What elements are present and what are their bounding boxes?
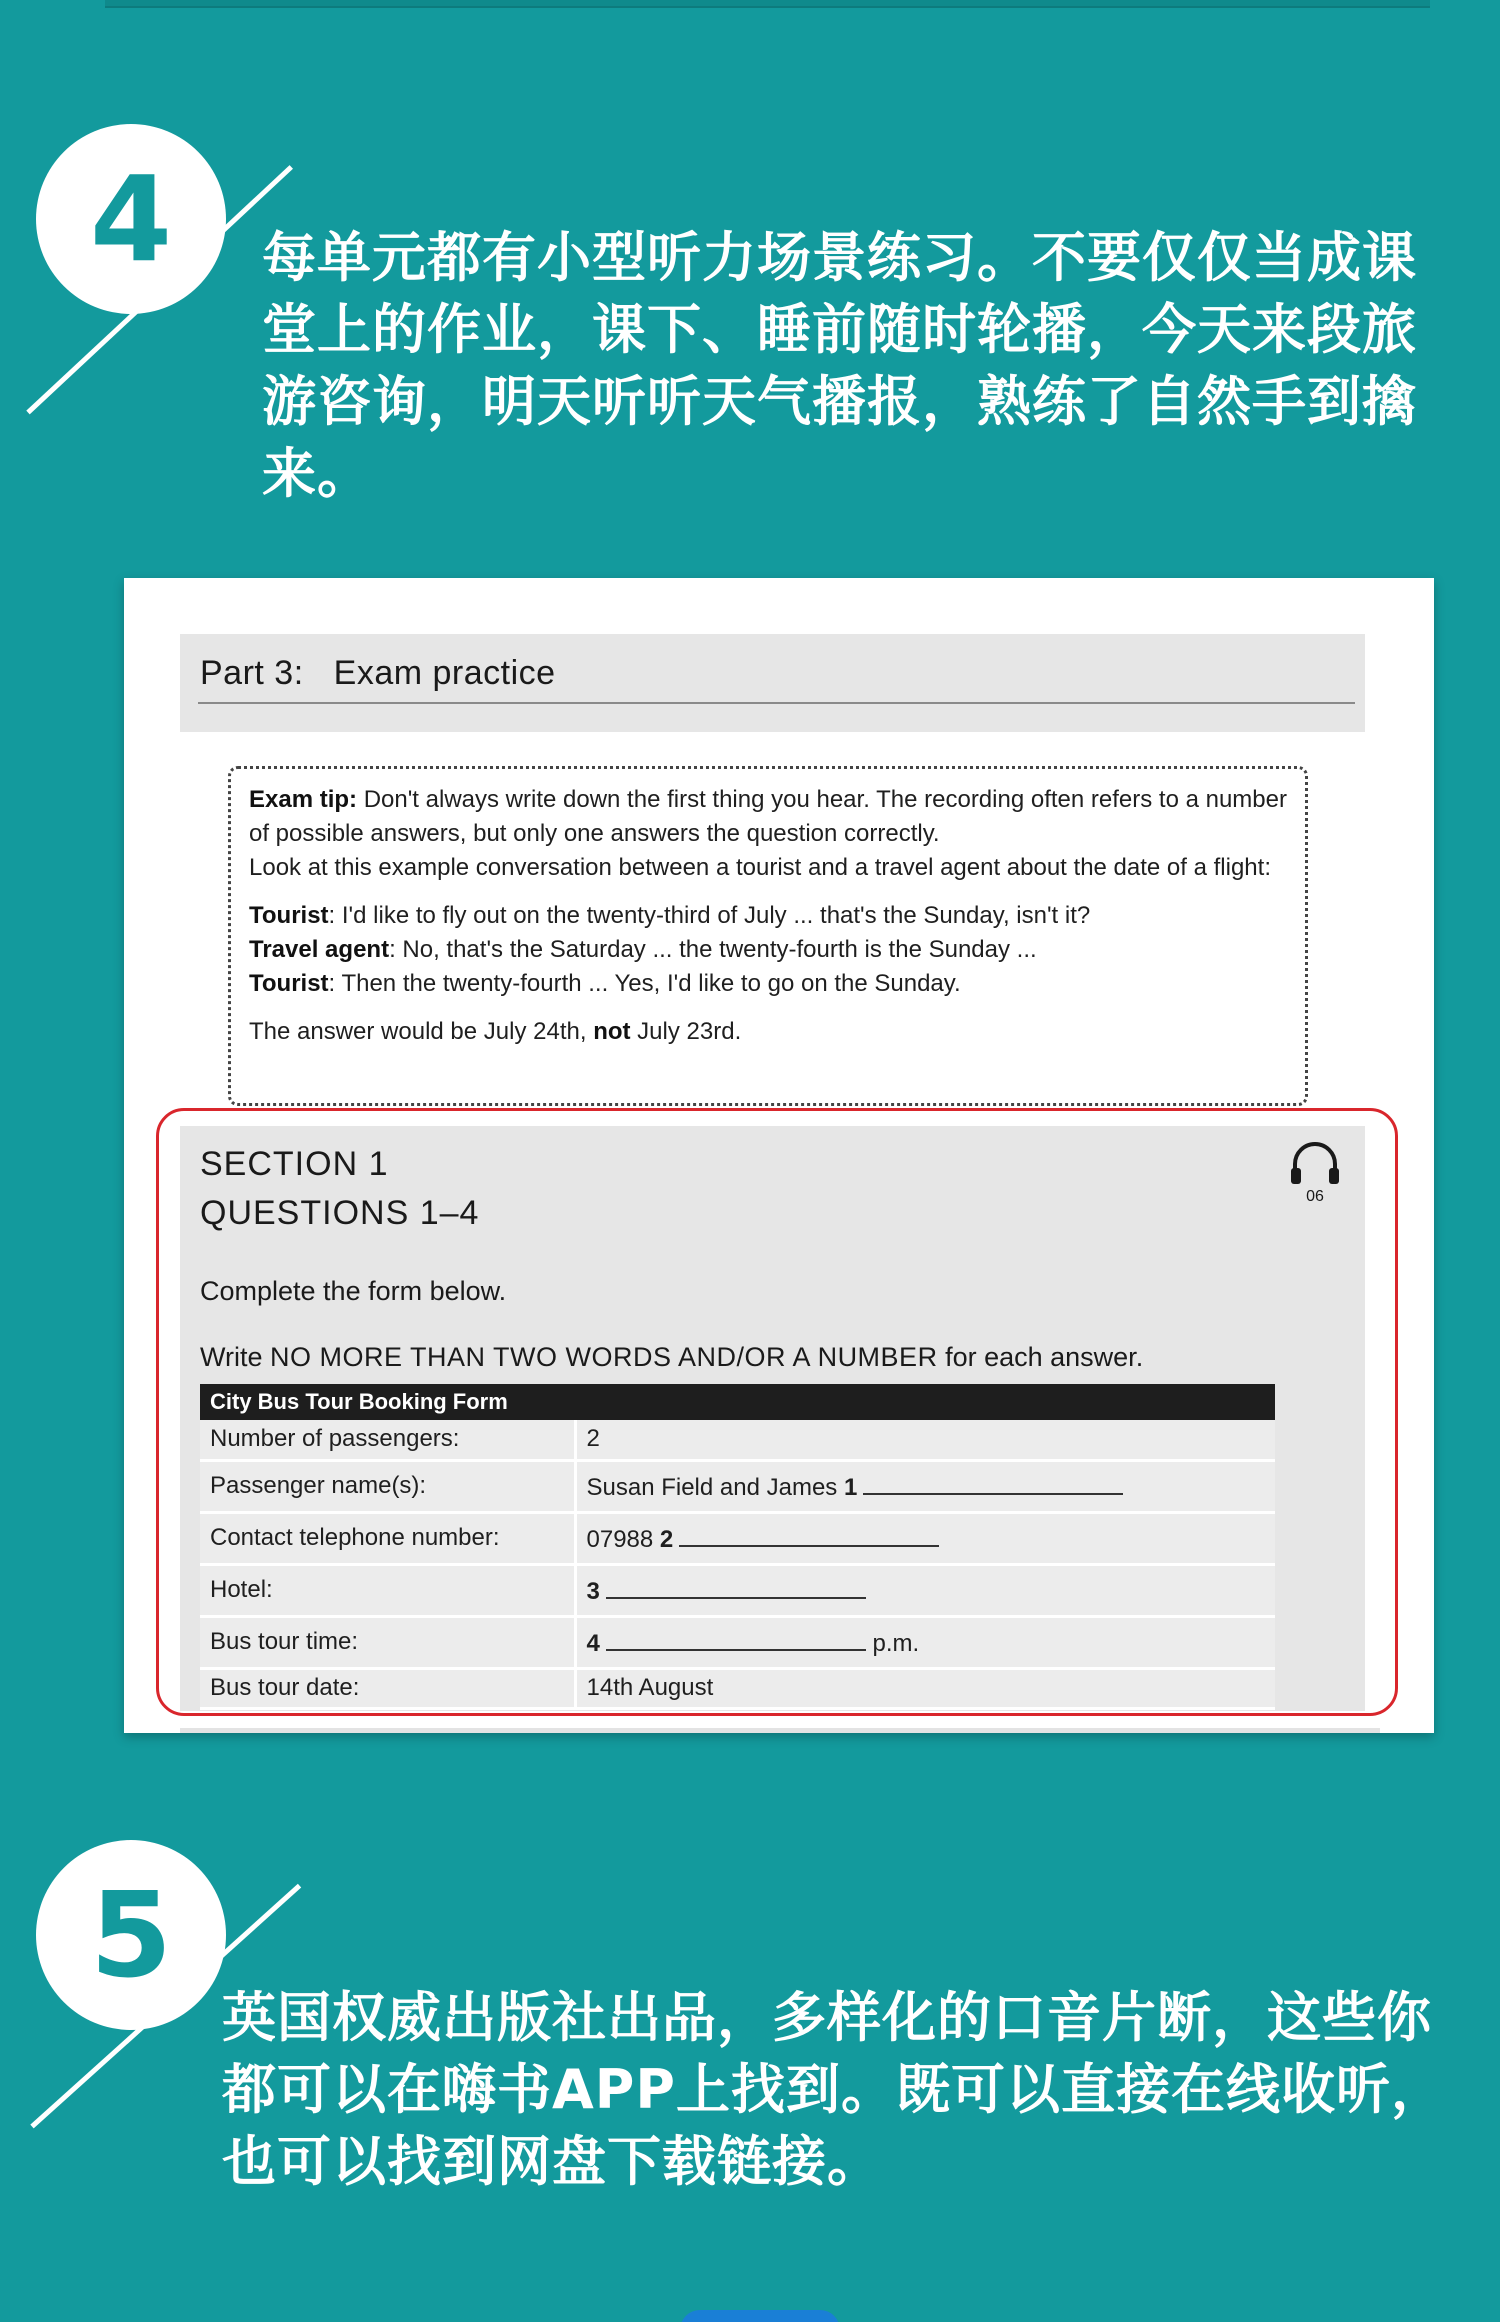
tip-line1: Don't always write down the first thing you hear. The recording often refers to a number of possible answers, but only one answers the question correctly. [249, 786, 1287, 847]
bottom-button[interactable] [680, 2310, 840, 2322]
answer-pre: The answer would be July 24th, [249, 1018, 594, 1045]
booking-form [200, 1384, 1275, 1710]
page-edge [180, 1728, 1380, 1733]
section-title-line2: QUESTIONS 1–4 [200, 1194, 480, 1232]
value-text: 07988 [586, 1525, 660, 1553]
row-label: Hotel: [200, 1564, 575, 1616]
answer-blank[interactable] [606, 1627, 866, 1651]
table-row [200, 1460, 1275, 1512]
section-title-line1: SECTION 1 [200, 1145, 389, 1183]
dialogue-line [249, 933, 1287, 967]
part-title [200, 654, 556, 693]
dialogue-line [249, 967, 1287, 1001]
table-row [200, 1512, 1275, 1564]
row-label: Bus tour time: [200, 1616, 575, 1668]
divider [198, 702, 1355, 704]
exam-tip-box [228, 766, 1308, 1106]
question-number: 2 [659, 1525, 674, 1553]
value-text: 14th August [586, 1674, 714, 1701]
feature-number-5: 5 [36, 1840, 226, 2030]
answer-post: July 23rd. [630, 1018, 742, 1045]
row-value [575, 1460, 1275, 1512]
tip-answer [249, 1015, 1287, 1049]
speaker: Tourist [249, 970, 329, 997]
answer-blank[interactable] [606, 1575, 866, 1599]
row-value [575, 1420, 1275, 1460]
feature-4-text: 每单元都有小型听力场景练习。不要仅仅当成课堂上的作业，课下、睡前随时轮播，今天来段旅游咨询，明天听听天气播报，熟练了自然手到擒来。 [262, 226, 1417, 505]
dialogue-line [249, 899, 1287, 933]
dialogue-text: : Then the twenty-fourth ... Yes, I'd like to go on the Sunday. [328, 970, 961, 997]
feature-number-4: 4 [36, 124, 226, 314]
instr-pre: Write [200, 1342, 271, 1372]
row-label: Bus tour date: [200, 1668, 575, 1708]
answer-blank[interactable] [679, 1523, 939, 1547]
feature-5-text: 英国权威出版社出品，多样化的口音片断，这些你都可以在嗨书APP上找到。既可以直接在线收听，也可以找到网盘下载链接。 [222, 1986, 1446, 2193]
dialogue-text: : No, that's the Saturday ... the twenty-fourth is the Sunday ... [389, 936, 1037, 963]
headphones-icon [1285, 1138, 1345, 1208]
dialogue-text: : I'd like to fly out on the twenty-third of July ... that's the Sunday, isn't it? [328, 902, 1091, 929]
table-row [200, 1564, 1275, 1616]
value-text: Susan Field and James [586, 1473, 844, 1501]
tip-line2: Look at this example conversation between a tourist and a travel agent about the date of a flight: [249, 854, 1271, 881]
row-value [575, 1512, 1275, 1564]
question-number: 1 [843, 1473, 858, 1501]
row-value [575, 1616, 1275, 1668]
row-value [575, 1564, 1275, 1616]
speaker: Tourist [249, 902, 329, 929]
question-number: 4 [586, 1629, 600, 1657]
top-card-edge [105, 0, 1430, 8]
value-text: 2 [586, 1425, 600, 1453]
answer-bold: not [593, 1018, 631, 1045]
row-label: Passenger name(s): [200, 1460, 575, 1512]
instruction-2 [200, 1342, 1143, 1373]
part-label: Part 3: [200, 654, 304, 692]
instr-post: for each answer. [937, 1342, 1144, 1372]
section-title [200, 1140, 479, 1238]
row-label: Contact telephone number: [200, 1512, 575, 1564]
tip-heading: Exam tip: [249, 786, 358, 813]
exam-page-image [124, 578, 1434, 1733]
answer-blank[interactable] [863, 1471, 1123, 1495]
part-name: Exam practice [333, 654, 556, 692]
track-number: 06 [1306, 1188, 1324, 1205]
table-row [200, 1668, 1275, 1708]
row-label: Number of passengers: [200, 1420, 575, 1460]
tip-paragraph [249, 783, 1287, 851]
section-1-panel [180, 1126, 1365, 1711]
part-header [180, 634, 1365, 732]
speaker: Travel agent [249, 936, 390, 963]
form-title: City Bus Tour Booking Form [200, 1384, 1275, 1420]
row-value [575, 1668, 1275, 1708]
table-row [200, 1420, 1275, 1460]
question-number: 3 [586, 1577, 600, 1605]
instr-caps: NO MORE THAN TWO WORDS AND/OR A NUMBER [270, 1342, 938, 1372]
value-suffix: p.m. [865, 1629, 920, 1657]
table-row [200, 1616, 1275, 1668]
instruction-1: Complete the form below. [200, 1276, 507, 1306]
